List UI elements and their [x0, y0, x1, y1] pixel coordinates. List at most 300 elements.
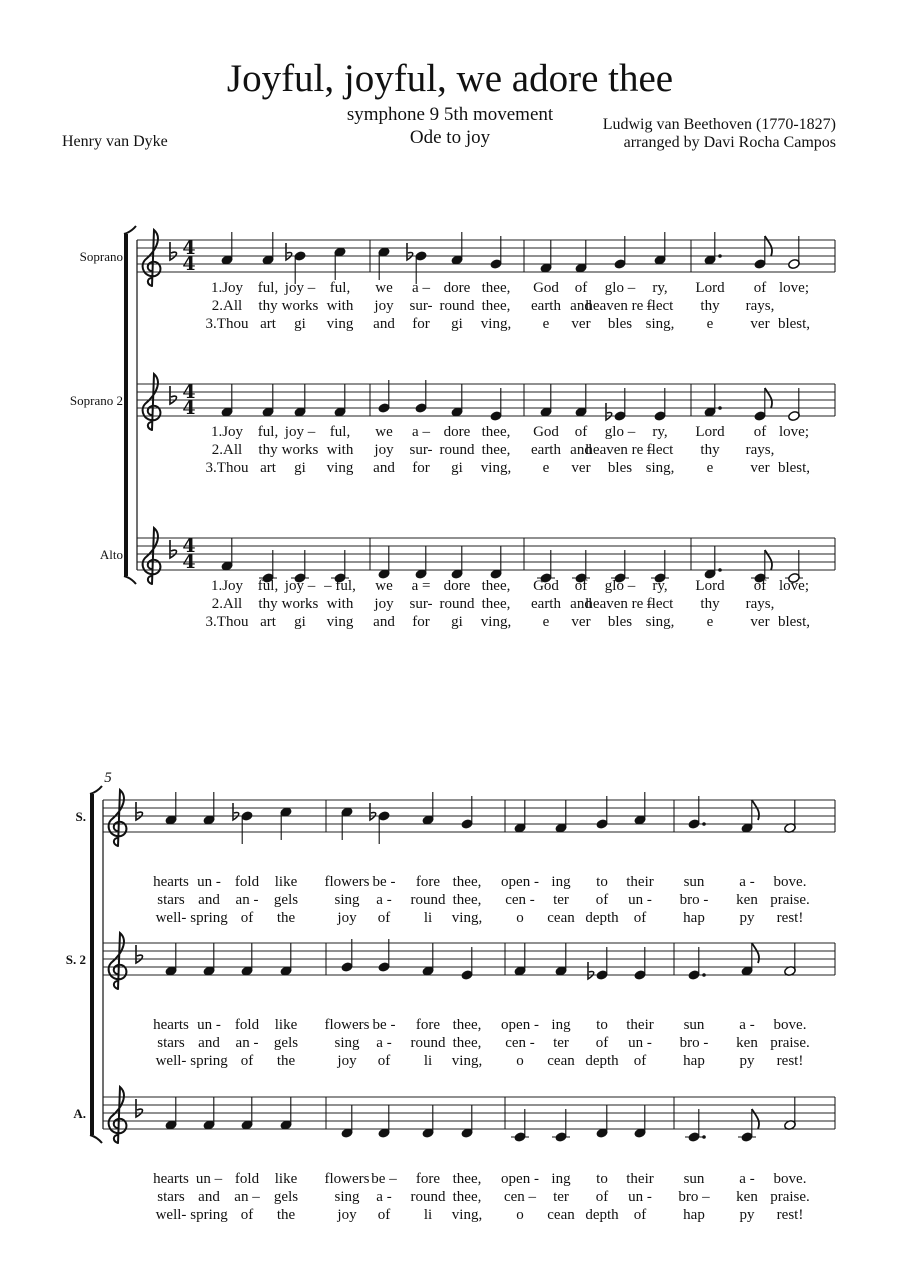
treble-clef-icon [109, 933, 127, 989]
lyric-syllable: for [412, 460, 430, 476]
lyric-syllable: ry, [652, 578, 668, 594]
lyric-syllable: glo – [604, 280, 636, 296]
lyric-syllable: ful, [257, 280, 279, 296]
key-signature-flat-icon [170, 386, 177, 404]
lyric-syllable: sing, [645, 316, 675, 332]
lyric-syllable: joy – [284, 424, 316, 440]
lyric-syllable: round [410, 1035, 446, 1051]
lyric-syllable: dore [443, 424, 471, 440]
lyric-syllable: bro – [678, 1189, 710, 1205]
lyric-syllable: ing [551, 874, 571, 890]
lyric-syllable: the [276, 910, 296, 926]
time-signature-top: 4 [182, 381, 196, 403]
lyric-syllable: sun [683, 874, 705, 890]
treble-clef-icon [143, 528, 161, 584]
lyric-syllable: an – [234, 1189, 260, 1205]
lyric-syllable: the [276, 1207, 296, 1223]
lyric-syllable: ing [551, 1017, 571, 1033]
lyric-syllable: li [423, 1207, 433, 1223]
lyric-syllable: joy [374, 596, 394, 612]
flat-accidental-icon [588, 962, 594, 979]
lyric-syllable: bles [607, 316, 633, 332]
lyric-syllable: ter [553, 1035, 569, 1051]
eighth-flag-icon [765, 236, 772, 256]
lyric-syllable: thee, [481, 424, 511, 440]
lyric-syllable: joy – [284, 578, 316, 594]
lyric-syllable: of [240, 910, 254, 926]
bracket-hook-top [124, 226, 136, 234]
lyric-syllable: ter [553, 892, 569, 908]
lyric-syllable: a - [739, 1017, 755, 1033]
lyric-syllable: dore [443, 578, 471, 594]
lyric-syllable: stars [157, 892, 185, 908]
lyric-syllable: an - [235, 892, 259, 908]
lyric-syllable: gi [294, 614, 306, 630]
lyric-syllable: love; [779, 578, 809, 594]
lyric-syllable: gels [273, 1189, 299, 1205]
lyric-syllable: ving [326, 316, 354, 332]
lyric-syllable: thy [258, 442, 278, 458]
eighth-flag-icon [765, 388, 772, 408]
lyric-syllable: round [439, 442, 475, 458]
lyric-syllable: thee, [481, 596, 511, 612]
lyric-syllable: round [410, 1189, 446, 1205]
lyric-syllable: their [626, 1017, 654, 1033]
eighth-flag-icon [765, 550, 772, 570]
lyric-syllable: 1.Joy [210, 280, 244, 296]
lyric-syllable: gi [451, 316, 463, 332]
lyric-syllable: open - [501, 1017, 539, 1033]
lyric-syllable: a - [739, 1171, 755, 1187]
lyric-syllable: fold [234, 1017, 260, 1033]
lyric-syllable: round [439, 298, 475, 314]
flat-accidental-icon [370, 803, 376, 820]
lyric-syllable: py [739, 910, 755, 926]
lyric-syllable: and [373, 460, 395, 476]
poet: Henry van Dyke [62, 133, 168, 150]
lyric-syllable: thee, [452, 892, 482, 908]
lyric-syllable: art [260, 460, 276, 476]
lyric-syllable: hap [683, 1207, 705, 1223]
lyric-syllable: 1.Joy [210, 578, 244, 594]
lyric-syllable: love; [779, 280, 809, 296]
lyric-syllable: Lord [695, 578, 725, 594]
lyric-syllable: we [375, 280, 393, 296]
lyric-syllable: e [706, 316, 714, 332]
lyric-syllable: ving, [480, 614, 512, 630]
lyric-syllable: dore [443, 280, 471, 296]
lyric-syllable: heaven re – [585, 596, 655, 612]
lyric-syllable: gi [294, 460, 306, 476]
lyric-syllable: ving [326, 614, 354, 630]
lyric-syllable: fold [234, 1171, 260, 1187]
flat-accidental-icon [233, 803, 239, 820]
lyric-syllable: a - [376, 892, 392, 908]
lyric-syllable: gels [273, 1035, 299, 1051]
lyric-syllable: a = [411, 578, 431, 594]
lyric-syllable: their [626, 1171, 654, 1187]
lyric-syllable: e [542, 460, 550, 476]
lyric-syllable: ful, [257, 578, 279, 594]
lyric-syllable: un - [197, 1017, 221, 1033]
lyric-syllable: of [633, 1053, 647, 1069]
lyric-syllable: hearts [153, 874, 189, 890]
lyric-syllable: flowers [324, 1171, 370, 1187]
lyric-syllable: fore [415, 874, 441, 890]
lyric-syllable: joy [337, 1207, 357, 1223]
time-signature-bottom: 4 [182, 253, 196, 275]
eighth-flag-icon [752, 800, 759, 820]
lyric-syllable: for [412, 614, 430, 630]
lyric-syllable: and [570, 596, 592, 612]
lyric-syllable: open - [501, 874, 539, 890]
lyric-syllable: of [595, 1189, 609, 1205]
lyric-syllable: cen – [503, 1189, 537, 1205]
lyric-syllable: to [596, 874, 608, 890]
lyric-syllable: thee, [452, 1189, 482, 1205]
lyric-syllable: fore [415, 1017, 441, 1033]
lyric-syllable: ver [571, 460, 591, 476]
lyric-syllable: un - [197, 874, 221, 890]
lyric-syllable: be - [372, 874, 396, 890]
lyric-syllable: py [739, 1053, 755, 1069]
lyric-syllable: sur- [409, 442, 433, 458]
subtitle-line-2: Ode to joy [409, 127, 491, 148]
lyric-syllable: ry, [652, 424, 668, 440]
part-name: A. [73, 1106, 86, 1121]
lyric-syllable: ry, [652, 280, 668, 296]
lyric-syllable: o [516, 1053, 524, 1069]
part-name: S. [75, 809, 86, 824]
lyric-syllable: of [377, 1053, 391, 1069]
lyric-syllable: sun [683, 1171, 705, 1187]
augmentation-dot [702, 973, 706, 977]
lyric-syllable: thee, [481, 298, 511, 314]
lyric-syllable: of [753, 578, 767, 594]
lyric-syllable: ver [750, 614, 770, 630]
lyric-syllable: 3.Thou [205, 614, 249, 630]
lyric-syllable: ver [750, 316, 770, 332]
lyric-syllable: spring [190, 1207, 228, 1223]
lyric-syllable: like [274, 1171, 298, 1187]
part-name: Soprano [79, 249, 123, 264]
lyric-syllable: round [410, 892, 446, 908]
lyric-syllable: God [533, 424, 559, 440]
key-signature-flat-icon [136, 945, 143, 963]
augmentation-dot [702, 822, 706, 826]
lyric-syllable: rest! [776, 1207, 804, 1223]
lyric-syllable: un - [628, 1189, 652, 1205]
lyric-syllable: a - [739, 874, 755, 890]
lyric-syllable: bro - [679, 1035, 709, 1051]
lyric-syllable: ken [736, 1189, 758, 1205]
part-name: S. 2 [65, 952, 86, 967]
lyric-syllable: blest, [777, 614, 811, 630]
lyric-syllable: blest, [777, 460, 811, 476]
lyric-syllable: joy [374, 442, 394, 458]
lyric-syllable: 2.All [211, 596, 243, 612]
lyric-syllable: works [281, 298, 319, 314]
lyric-syllable: ver [571, 316, 591, 332]
lyric-syllable: 3.Thou [205, 316, 249, 332]
lyric-syllable: sur- [409, 298, 433, 314]
lyric-syllable: ver [571, 614, 591, 630]
lyric-syllable: well- [155, 910, 187, 926]
lyric-syllable: gels [273, 892, 299, 908]
lyric-syllable: thy [258, 596, 278, 612]
lyric-syllable: and [373, 614, 395, 630]
flat-accidental-icon [606, 403, 612, 420]
lyric-syllable: we [375, 424, 393, 440]
lyric-syllable: e [542, 316, 550, 332]
lyric-syllable: earth [531, 298, 561, 314]
lyric-syllable: like [274, 874, 298, 890]
lyric-syllable: spring [190, 910, 228, 926]
lyric-syllable: joy – [284, 280, 316, 296]
lyric-syllable: sing [334, 1035, 360, 1051]
subtitle-line-1: symphone 9 5th movement [346, 104, 554, 125]
lyric-syllable: round [439, 596, 475, 612]
lyric-syllable: like [274, 1017, 298, 1033]
lyric-syllable: for [412, 316, 430, 332]
lyric-syllable: of [753, 424, 767, 440]
lyric-syllable: sing [334, 1189, 360, 1205]
lyric-syllable: God [533, 280, 559, 296]
key-signature-flat-icon [170, 540, 177, 558]
time-signature-bottom: 4 [182, 551, 196, 573]
lyric-syllable: to [596, 1171, 608, 1187]
lyric-syllable: rays, [745, 596, 775, 612]
lyric-syllable: a – [412, 424, 430, 440]
eighth-flag-icon [752, 1109, 759, 1129]
lyric-syllable: ving, [451, 1207, 483, 1223]
lyric-syllable: sur- [409, 596, 433, 612]
lyric-syllable: works [281, 596, 319, 612]
lyric-syllable: flect [646, 298, 674, 314]
lyric-syllable: of [377, 1207, 391, 1223]
lyric-syllable: heaven re – [585, 298, 655, 314]
lyric-syllable: depth [585, 910, 619, 926]
augmentation-dot [718, 406, 722, 410]
lyric-syllable: ter [553, 1189, 569, 1205]
lyric-syllable: well- [155, 1207, 187, 1223]
eighth-flag-icon [752, 943, 759, 963]
lyric-syllable: an - [235, 1035, 259, 1051]
lyric-syllable: 2.All [211, 298, 243, 314]
lyric-syllable: bro - [679, 892, 709, 908]
lyric-syllable: earth [531, 442, 561, 458]
lyric-syllable: thee, [481, 280, 511, 296]
lyric-syllable: sing, [645, 460, 675, 476]
treble-clef-icon [109, 790, 127, 846]
composer: Ludwig van Beethoven (1770-1827) [602, 116, 836, 133]
lyric-syllable: rest! [776, 910, 804, 926]
lyric-syllable: cean [547, 1053, 575, 1069]
lyric-syllable: e [542, 614, 550, 630]
lyric-syllable: of [240, 1207, 254, 1223]
lyric-syllable: thy [700, 298, 720, 314]
lyric-syllable: sun [683, 1017, 705, 1033]
lyric-syllable: li [423, 910, 433, 926]
lyric-syllable: open - [501, 1171, 539, 1187]
lyric-syllable: the [276, 1053, 296, 1069]
lyric-syllable: Lord [695, 424, 725, 440]
lyric-syllable: rest! [776, 1053, 804, 1069]
lyric-syllable: o [516, 1207, 524, 1223]
treble-clef-icon [109, 1087, 127, 1143]
time-signature-top: 4 [182, 535, 196, 557]
lyric-syllable: of [240, 1053, 254, 1069]
lyric-syllable: with [326, 442, 354, 458]
lyric-syllable: with [326, 596, 354, 612]
lyric-syllable: gi [451, 614, 463, 630]
lyric-syllable: flect [646, 596, 674, 612]
lyric-syllable: we [375, 578, 393, 594]
lyric-syllable: un - [628, 892, 652, 908]
lyric-syllable: thee, [481, 442, 511, 458]
lyric-syllable: joy [374, 298, 394, 314]
lyric-syllable: depth [585, 1053, 619, 1069]
lyric-syllable: heaven re – [585, 442, 655, 458]
lyric-syllable: of [595, 1035, 609, 1051]
lyric-syllable: ken [736, 1035, 758, 1051]
lyric-syllable: and [570, 298, 592, 314]
lyric-syllable: well- [155, 1053, 187, 1069]
lyric-syllable: thee, [452, 1017, 482, 1033]
lyric-syllable: cean [547, 910, 575, 926]
time-signature-top: 4 [182, 237, 196, 259]
lyric-syllable: hearts [153, 1017, 189, 1033]
lyric-syllable: ving, [451, 910, 483, 926]
lyric-syllable: with [326, 298, 354, 314]
treble-clef-icon [143, 230, 161, 286]
flat-accidental-icon [286, 243, 292, 260]
lyric-syllable: of [574, 578, 588, 594]
lyric-syllable: earth [531, 596, 561, 612]
lyric-syllable: fore [415, 1171, 441, 1187]
lyric-syllable: ving, [451, 1053, 483, 1069]
lyric-syllable: ful, [329, 280, 351, 296]
part-name: Alto [99, 547, 123, 562]
lyric-syllable: spring [190, 1053, 228, 1069]
lyric-syllable: e [706, 614, 714, 630]
lyric-syllable: bles [607, 614, 633, 630]
lyric-syllable: cen - [505, 1035, 535, 1051]
lyric-syllable: be - [372, 1017, 396, 1033]
lyric-syllable: 1.Joy [210, 424, 244, 440]
lyric-syllable: cean [547, 1207, 575, 1223]
lyric-syllable: a - [376, 1035, 392, 1051]
lyric-syllable: sing [334, 892, 360, 908]
lyric-syllable: their [626, 874, 654, 890]
augmentation-dot [718, 254, 722, 258]
lyric-syllable: gi [294, 316, 306, 332]
lyric-syllable: thee, [452, 874, 482, 890]
lyric-syllable: hap [683, 910, 705, 926]
lyric-syllable: li [423, 1053, 433, 1069]
lyric-syllable: a – [412, 280, 430, 296]
lyric-syllable: thee, [452, 1035, 482, 1051]
lyric-syllable: praise. [770, 1035, 810, 1051]
lyric-syllable: a - [376, 1189, 392, 1205]
lyric-syllable: be – [371, 1171, 397, 1187]
part-name: Soprano 2 [69, 393, 123, 408]
time-signature-bottom: 4 [182, 397, 196, 419]
lyric-syllable: of [753, 280, 767, 296]
lyric-syllable: gi [451, 460, 463, 476]
lyric-syllable: ing [551, 1171, 571, 1187]
lyric-syllable: o [516, 910, 524, 926]
lyric-syllable: Lord [695, 280, 725, 296]
lyric-syllable: bove. [773, 874, 807, 890]
lyric-syllable: ving, [480, 460, 512, 476]
lyric-syllable: joy [337, 910, 357, 926]
treble-clef-icon [143, 374, 161, 430]
lyric-syllable: thy [700, 442, 720, 458]
lyric-syllable: blest, [777, 316, 811, 332]
lyric-syllable: thee, [481, 578, 511, 594]
lyric-syllable: thy [700, 596, 720, 612]
key-signature-flat-icon [136, 1099, 143, 1117]
augmentation-dot [702, 1135, 706, 1139]
lyric-syllable: thee, [452, 1171, 482, 1187]
lyric-syllable: bles [607, 460, 633, 476]
lyric-syllable: art [260, 316, 276, 332]
lyric-syllable: depth [585, 1207, 619, 1223]
lyric-syllable: love; [779, 424, 809, 440]
lyric-syllable: cen - [505, 892, 535, 908]
lyric-syllable: and [198, 1035, 220, 1051]
lyric-syllable: glo – [604, 424, 636, 440]
lyric-syllable: to [596, 1017, 608, 1033]
lyric-syllable: – ful, [324, 578, 356, 594]
lyric-syllable: hap [683, 1053, 705, 1069]
lyric-syllable: and [198, 892, 220, 908]
key-signature-flat-icon [170, 242, 177, 260]
lyric-syllable: and [198, 1189, 220, 1205]
lyric-syllable: joy [337, 1053, 357, 1069]
arranger: arranged by Davi Rocha Campos [623, 134, 836, 151]
lyric-syllable: and [373, 316, 395, 332]
bracket-hook-bottom [90, 1135, 102, 1143]
flat-accidental-icon [407, 243, 413, 260]
lyric-syllable: and [570, 442, 592, 458]
lyric-syllable: of [574, 424, 588, 440]
lyric-syllable: hearts [153, 1171, 189, 1187]
lyric-syllable: bove. [773, 1171, 807, 1187]
lyric-syllable: stars [157, 1035, 185, 1051]
lyric-syllable: works [281, 442, 319, 458]
lyric-syllable: ful, [257, 424, 279, 440]
lyric-syllable: fold [234, 874, 260, 890]
lyric-syllable: of [595, 892, 609, 908]
lyric-syllable: rays, [745, 442, 775, 458]
lyric-syllable: 2.All [211, 442, 243, 458]
lyric-syllable: of [574, 280, 588, 296]
lyric-syllable: praise. [770, 892, 810, 908]
lyric-syllable: glo – [604, 578, 636, 594]
lyric-syllable: un - [628, 1035, 652, 1051]
lyric-syllable: ving [326, 460, 354, 476]
lyric-syllable: e [706, 460, 714, 476]
lyric-syllable: flect [646, 442, 674, 458]
lyric-syllable: rays, [745, 298, 775, 314]
lyric-syllable: of [633, 1207, 647, 1223]
key-signature-flat-icon [136, 802, 143, 820]
lyric-syllable: praise. [770, 1189, 810, 1205]
bracket-hook-top [90, 786, 102, 794]
lyric-syllable: ken [736, 892, 758, 908]
